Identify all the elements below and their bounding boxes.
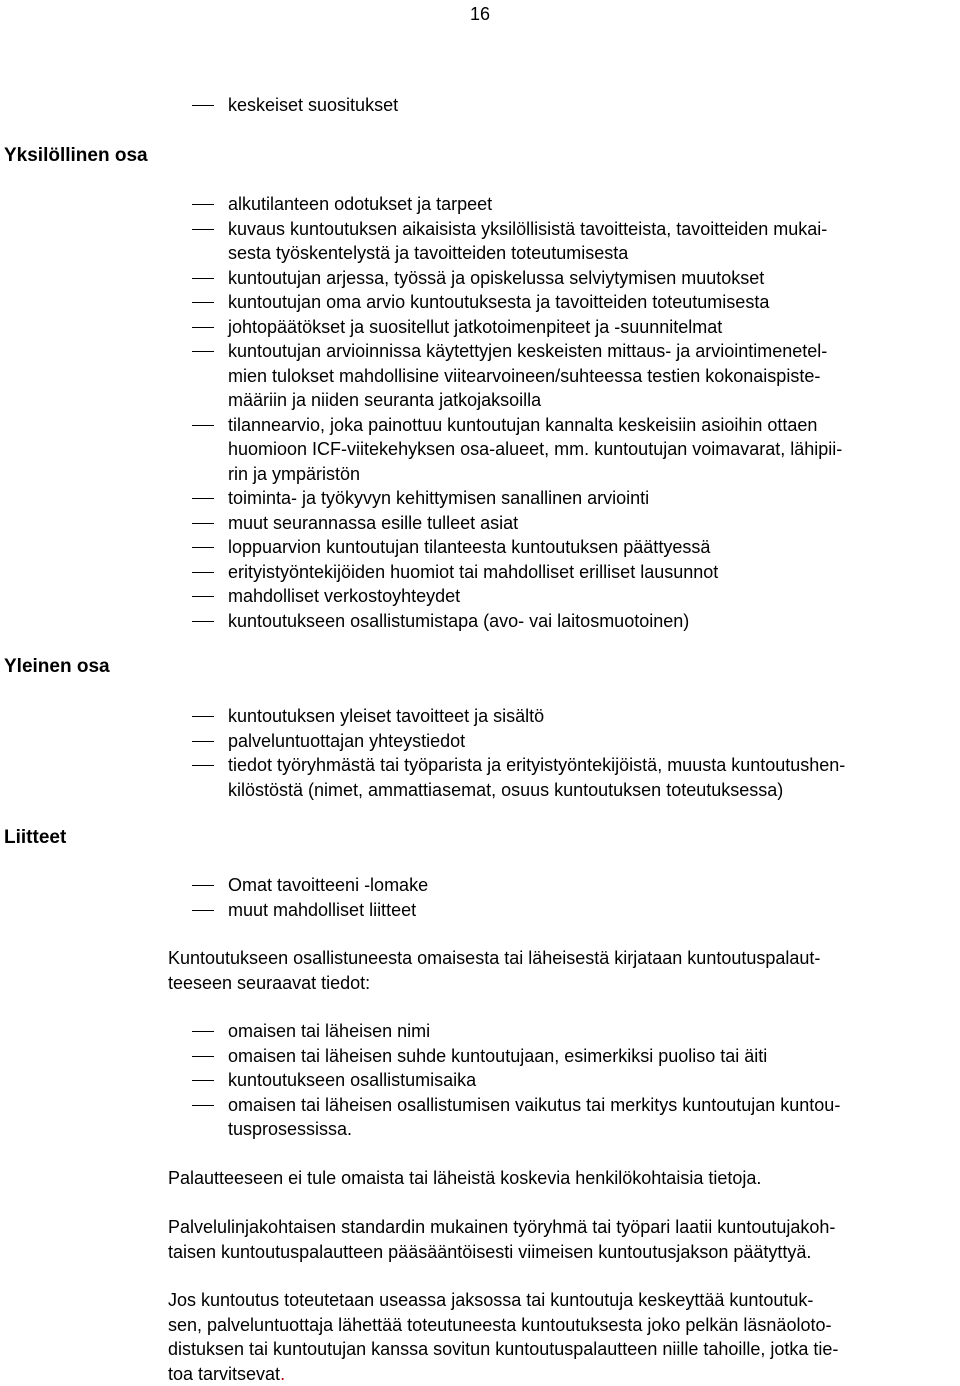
heading-individual-part: Yksilöllinen osa (4, 145, 148, 166)
list-item: kuvaus kuntoutuksen aikaisista yksilöllisistä tavoitteista, tavoitteiden mukai- sesta työskentelystä ja tavoitteiden toteutumisesta (192, 217, 952, 266)
list-item: omaisen tai läheisen osallistumisen vaikutus tai merkitys kuntoutujan kuntou- tusprosessissa. (192, 1093, 952, 1142)
list-item: muut seurannassa esille tulleet asiat (192, 511, 952, 536)
paragraph-no-personal-data: Palautteeseen ei tule omaista tai läheistä koskevia henkilökohtaisia tietoja. (168, 1168, 762, 1188)
list-item: Omat tavoitteeni -lomake (192, 873, 952, 898)
list-item: kuntoutujan arvioinnissa käytettyjen keskeisten mittaus- ja arviointimenetel- mien tulokset mahdollisine viitearvoineen/suhteessa testien kokonaispiste- määriin ja niiden seuranta jatkojaksoilla (192, 339, 952, 413)
list-item: kuntoutujan oma arvio kuntoutuksesta ja tavoitteiden toteutumisesta (192, 290, 952, 315)
list-item: mahdolliset verkostoyhteydet (192, 584, 952, 609)
list-item: tilannearvio, joka painottuu kuntoutujan kannalta keskeisiin asioihin ottaen huomioon ICF-viitekehyksen osa-alueet, mm. kuntoutujan voimavarat, lähipii- rin ja ympäristön (192, 413, 952, 487)
heading-general-part: Yleinen osa (4, 656, 110, 677)
list-item: kuntoutujan arjessa, työssä ja opiskelussa selviytymisen muutokset (192, 266, 952, 291)
list-item: erityistyöntekijöiden huomiot tai mahdolliset erilliset lausunnot (192, 560, 952, 585)
page-number: 16 (469, 4, 491, 24)
top-list (192, 93, 952, 118)
attachments-list (192, 873, 952, 922)
list-item: tiedot työryhmästä tai työparista ja erityistyöntekijöistä, muusta kuntoutushen- kilöstöstä (nimet, ammattiasemat, osuus kuntoutuksen toteutuksessa) (192, 753, 952, 802)
list-item: palveluntuottajan yhteystiedot (192, 729, 952, 754)
list-item: alkutilanteen odotukset ja tarpeet (192, 192, 952, 217)
relatives-list (192, 1019, 952, 1142)
paragraph-relatives-intro: Kuntoutukseen osallistuneesta omaisesta tai läheisestä kirjataan kuntoutuspalaut- teeseen seuraavat tiedot: (168, 948, 821, 993)
list-item: toiminta- ja työkyvyn kehittymisen sanallinen arviointi (192, 486, 952, 511)
list-item: keskeiset suositukset (192, 93, 952, 118)
individual-part-list (192, 192, 952, 633)
list-item: omaisen tai läheisen nimi (192, 1019, 952, 1044)
general-part-list (192, 704, 952, 802)
list-item: kuntoutuksen yleiset tavoitteet ja sisältö (192, 704, 952, 729)
list-item: kuntoutukseen osallistumistapa (avo- vai laitosmuotoinen) (192, 609, 952, 634)
list-item: johtopäätökset ja suositellut jatkotoimenpiteet ja -suunnitelmat (192, 315, 952, 340)
list-item: loppuarvion kuntoutujan tilanteesta kuntoutuksen päättyessä (192, 535, 952, 560)
paragraph-service-line: Palvelulinjakohtaisen standardin mukainen työryhmä tai työpari laatii kuntoutujakoh- taisen kuntoutuspalautteen pääsääntöisesti viimeisen kuntoutusjakson päätyttyä. (168, 1217, 836, 1262)
list-item: kuntoutukseen osallistumisaika (192, 1068, 952, 1093)
list-item: muut mahdolliset liitteet (192, 898, 952, 923)
paragraph-multiple-periods: Jos kuntoutus toteutetaan useassa jaksossa tai kuntoutuja keskeyttää kuntoutuk- sen, palveluntuottaja lähettää toteutuneesta kuntoutuksesta joko pelkän läsnäoloto- distuksen tai kuntoutujan kanssa sovitun kuntoutuspalautteen niille tahoille, jotka tie- toa tarvitsevat. (168, 1290, 839, 1384)
list-item: omaisen tai läheisen suhde kuntoutujaan, esimerkiksi puoliso tai äiti (192, 1044, 952, 1069)
heading-attachments: Liitteet (4, 827, 67, 848)
final-dot: . (280, 1363, 286, 1384)
